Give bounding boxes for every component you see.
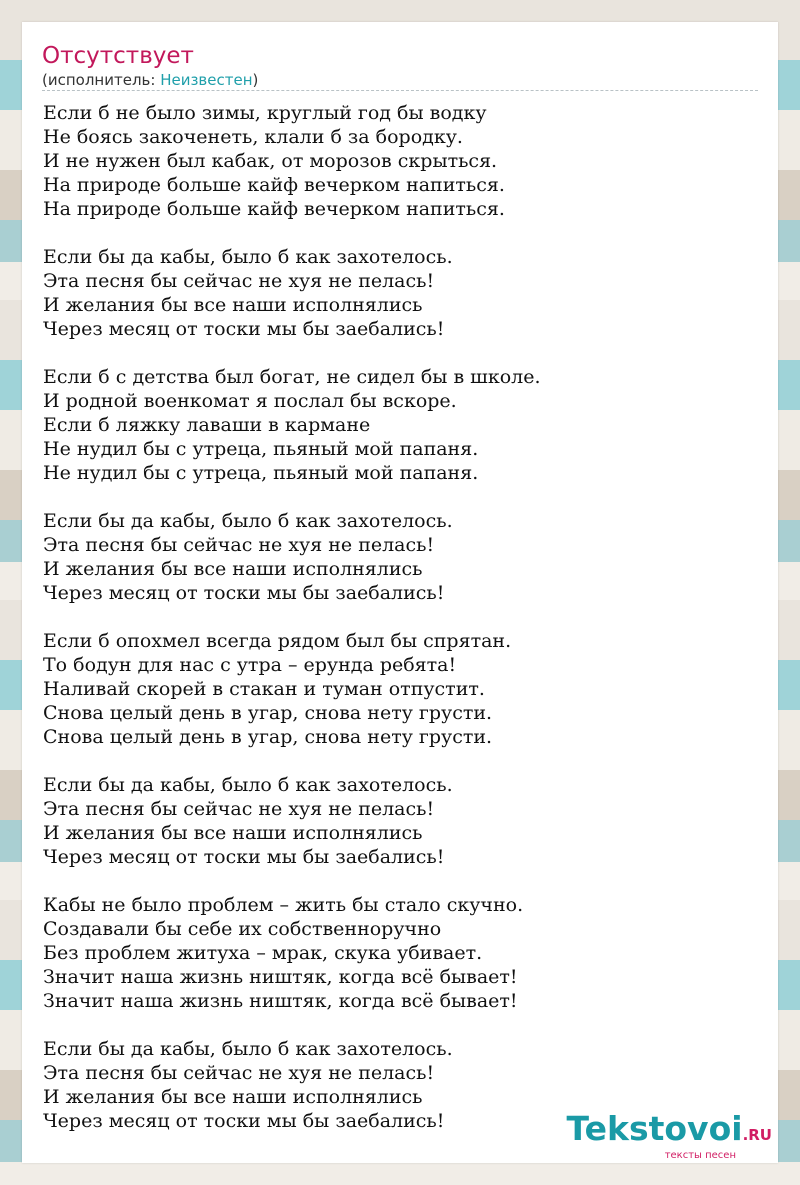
lyrics-line: Без проблем житуха – мрак, скука убивает. (43, 942, 483, 964)
lyrics-line: Через месяц от тоски мы бы заебались! (43, 318, 445, 340)
logo-tagline: тексты песен (664, 1150, 736, 1161)
lyrics-line: Через месяц от тоски мы бы заебались! (43, 582, 445, 604)
artist-suffix: ) (252, 71, 259, 89)
lyrics-line: То бодун для нас с утра – ерунда ребята! (43, 654, 457, 676)
artist-line (42, 71, 258, 89)
logo-tld: .RU (742, 1126, 772, 1144)
site-logo[interactable] (567, 1111, 772, 1161)
lyrics-stanza (43, 773, 763, 869)
lyrics-line: И не нужен был кабак, от морозов скрыться. (43, 150, 498, 172)
lyrics-line: Эта песня бы сейчас не хуя не пелась! (43, 798, 435, 820)
lyrics-line: Если бы да кабы, было б как захотелось. (43, 246, 453, 268)
lyrics-line: Эта песня бы сейчас не хуя не пелась! (43, 270, 435, 292)
lyrics-line: Создавали бы себе их собственноручно (43, 918, 442, 940)
lyrics-line: На природе больше кайф вечерком напиться. (43, 174, 505, 196)
lyrics-line: Через месяц от тоски мы бы заебались! (43, 846, 445, 868)
lyrics-line: Если б не было зимы, круглый год бы водку (43, 102, 487, 124)
lyrics-line: Если б ляжку лаваши в кармане (43, 414, 371, 436)
lyrics-line: Эта песня бы сейчас не хуя не пелась! (43, 534, 435, 556)
lyrics-line: Не нудил бы с утреца, пьяный мой папаня. (43, 438, 479, 460)
lyrics-line: Снова целый день в угар, снова нету грусти. (43, 702, 493, 724)
artist-link[interactable]: Неизвестен (160, 71, 253, 89)
lyrics-line: И желания бы все наши исполнялись (43, 294, 423, 316)
lyrics-line: Если б с детства был богат, не сидел бы в школе. (43, 366, 541, 388)
lyrics-line: И родной военкомат я послал бы вскоре. (43, 390, 457, 412)
lyrics-stanza (43, 245, 763, 341)
lyrics-stanza (43, 101, 763, 221)
lyrics-line: Не нудил бы с утреца, пьяный мой папаня. (43, 462, 479, 484)
lyrics-line: Значит наша жизнь ништяк, когда всё бывает! (43, 966, 518, 988)
lyrics-line: Снова целый день в угар, снова нету грусти. (43, 726, 493, 748)
lyrics-line: Не боясь закоченеть, клали б за бородку. (43, 126, 463, 148)
lyrics-line: Если бы да кабы, было б как захотелось. (43, 1038, 453, 1060)
song-title: Отсутствует (42, 43, 194, 69)
lyrics-stanza (43, 509, 763, 605)
lyrics-stanza (43, 893, 763, 1013)
lyrics-line: И желания бы все наши исполнялись (43, 558, 423, 580)
lyrics-line: Через месяц от тоски мы бы заебались! (43, 1110, 445, 1132)
lyrics-line: На природе больше кайф вечерком напиться. (43, 198, 505, 220)
lyrics-line: Наливай скорей в стакан и туман отпустит. (43, 678, 485, 700)
lyrics-card (22, 22, 778, 1163)
lyrics-stanza (43, 365, 763, 485)
lyrics-line: И желания бы все наши исполнялись (43, 822, 423, 844)
lyrics-line: Эта песня бы сейчас не хуя не пелась! (43, 1062, 435, 1084)
lyrics-text (43, 101, 763, 1133)
lyrics-stanza (43, 629, 763, 749)
artist-prefix: (исполнитель: (42, 71, 161, 89)
logo-name: Tekstovoi (566, 1109, 743, 1148)
lyrics-line: Если б опохмел всегда рядом был бы спрятан. (43, 630, 512, 652)
header-divider (42, 90, 758, 91)
lyrics-line: Значит наша жизнь ништяк, когда всё бывает! (43, 990, 518, 1012)
lyrics-line: Если бы да кабы, было б как захотелось. (43, 510, 453, 532)
lyrics-line: И желания бы все наши исполнялись (43, 1086, 423, 1108)
lyrics-line: Кабы не было проблем – жить бы стало скучно. (43, 894, 524, 916)
lyrics-line: Если бы да кабы, было б как захотелось. (43, 774, 453, 796)
